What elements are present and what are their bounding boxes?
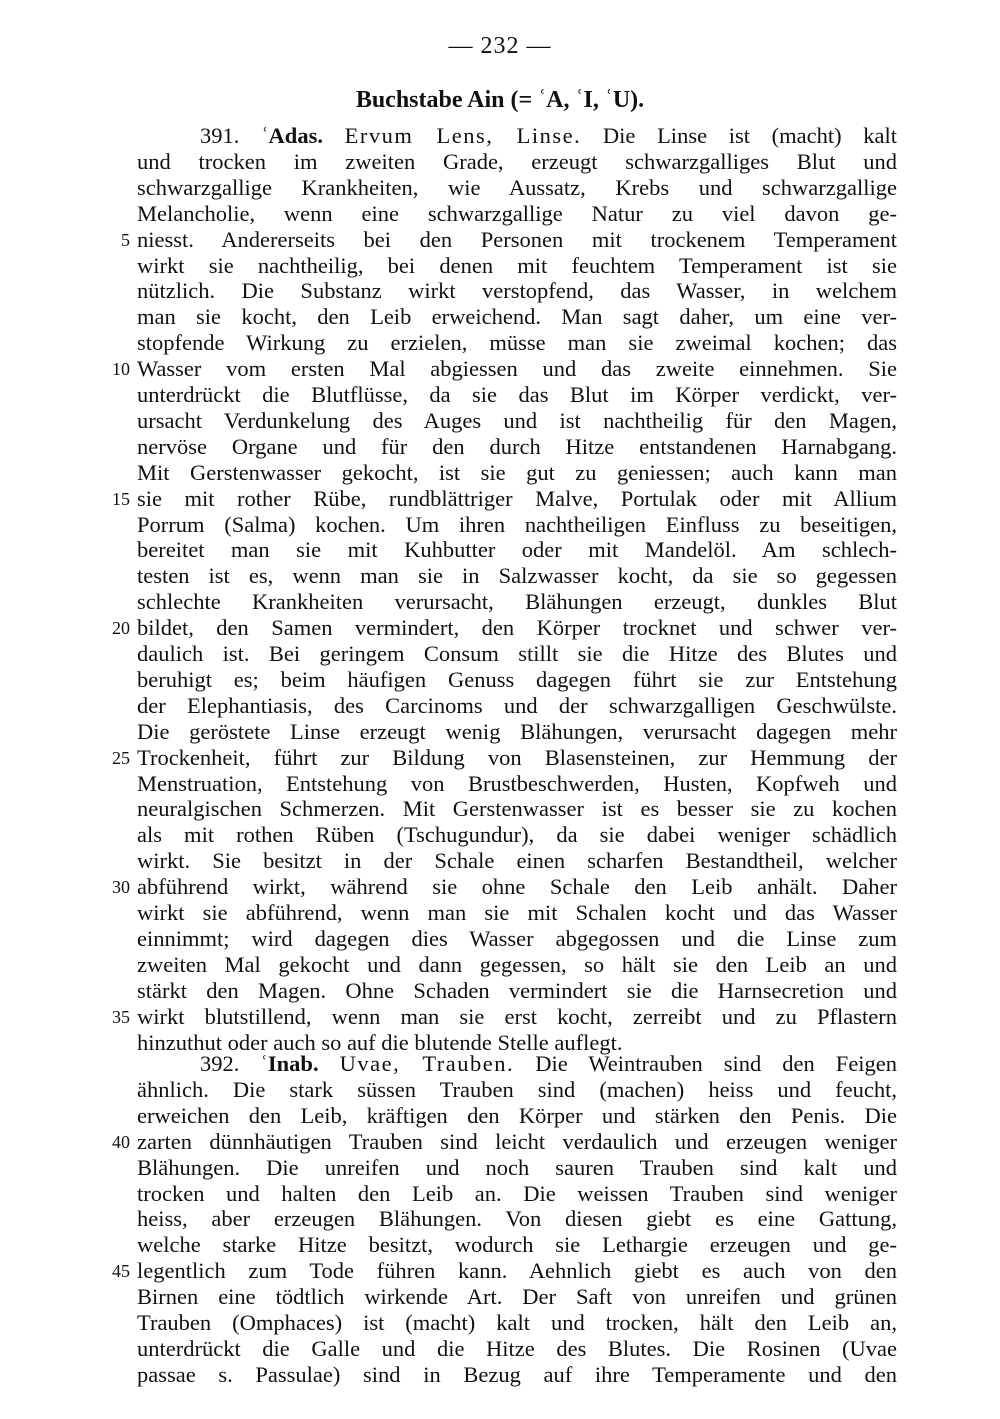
- line-number: 30: [112, 877, 130, 898]
- text-line: passae s. Passulae) sind in Bezug auf ihre Temperamente und den: [137, 1361, 897, 1387]
- text-line: sie mit rother Rübe, rundblättriger Malve, Portulak oder mit Allium: [137, 485, 897, 511]
- text-line: der Elephantiasis, des Carcinoms und der schwarzgalligen Geschwülste.: [137, 692, 897, 718]
- text-line: Mit Gerstenwasser gekocht, ist sie gut zu geniessen; auch kann man: [137, 459, 897, 485]
- text-line: Wasser vom ersten Mal abgiessen und das zweite einnehmen. Sie: [137, 356, 897, 382]
- text-line: schwarzgallige Krankheiten, wie Aussatz, Krebs und schwarzgallige: [137, 174, 897, 200]
- text-line: hinzuthut oder auch so auf die blutende Stelle auflegt.: [137, 1029, 623, 1055]
- text-line: Birnen eine tödtlich wirkende Art. Der Saft von unreifen und grünen: [137, 1284, 897, 1310]
- text-line: trocken und halten den Leib an. Die weissen Trauben sind weniger: [137, 1180, 897, 1206]
- text-line: zweiten Mal gekocht und dann gegessen, so hält sie den Leib an und: [137, 951, 897, 977]
- line-number: 45: [112, 1261, 130, 1282]
- line-number: 10: [112, 359, 130, 380]
- entry-headword: ʿInab.: [260, 1051, 319, 1076]
- text-line: niesst. Andererseits bei den Personen mit trockenem Temperament: [137, 226, 897, 252]
- page-number: — 232 —: [448, 33, 552, 59]
- text-line: Die geröstete Linse erzeugt wenig Blähungen, verursacht dagegen mehr: [137, 718, 897, 744]
- text-line: ähnlich. Die stark süssen Trauben sind (machen) heiss und feucht,: [137, 1076, 897, 1102]
- section-heading: Buchstabe Ain (= ʿA, ʿI, ʿU).: [355, 87, 645, 113]
- text-line: Blähungen. Die unreifen und noch sauren Trauben sind kalt und: [137, 1154, 897, 1180]
- text-line: erweichen den Leib, kräftigen den Körper und stärken den Penis. Die: [137, 1102, 897, 1128]
- text-line: und trocken im zweiten Grade, erzeugt schwarzgalliges Blut und: [137, 148, 897, 174]
- text-line: wirkt sie abführend, wenn man sie mit Schalen kocht und das Wasser: [137, 900, 897, 925]
- text-line: Porrum (Salma) kochen. Um ihren nachtheiligen Einfluss zu beseitigen,: [137, 511, 897, 537]
- line-number: 35: [112, 1006, 130, 1027]
- text-line: einnimmt; wird dagegen dies Wasser abgegossen und die Linse zum: [137, 925, 897, 951]
- text-line: Trauben (Omphaces) ist (macht) kalt und trocken, hält den Leib an,: [137, 1310, 897, 1335]
- text-line: Trockenheit, führt zur Bildung von Blasensteinen, zur Hemmung der: [137, 744, 897, 770]
- entry-text: Die Linse ist (macht) kalt: [602, 123, 898, 148]
- entry-number: 392.: [200, 1051, 240, 1076]
- text-line: testen ist es, wenn man sie in Salzwasser kocht, da sie so gegessen: [137, 563, 897, 589]
- text-line: wirkt blutstillend, wenn man sie erst kocht, zerreibt und zu Pflastern: [137, 1003, 897, 1029]
- line-number: 25: [112, 747, 130, 768]
- text-line: nützlich. Die Substanz wirkt verstopfend, das Wasser, in welchem: [137, 278, 897, 304]
- line-number: 5: [121, 229, 130, 250]
- text-line: stopfende Wirkung zu erzielen, müsse man sie zweimal kochen; das: [137, 330, 897, 356]
- text-line: legentlich zum Tode führen kann. Aehnlich giebt es auch von den: [137, 1258, 897, 1284]
- entry-latin-name: Ervum Lens, Linse.: [344, 123, 582, 148]
- text-line: man sie kocht, den Leib erweichend. Man sagt daher, um eine ver-: [137, 304, 897, 330]
- text-line: bereitet man sie mit Kuhbutter oder mit Mandelöl. Am schlech-: [137, 537, 897, 563]
- line-number: 15: [112, 488, 130, 509]
- text-line: heiss, aber erzeugen Blähungen. Von diesen giebt es eine Gattung,: [137, 1206, 897, 1232]
- text-line: unterdrückt die Blutflüsse, da sie das Blut im Körper verdickt, ver-: [137, 382, 897, 407]
- text-line: nervöse Organe und für den durch Hitze entstandenen Harnabgang.: [137, 433, 897, 459]
- text-line: neuralgischen Schmerzen. Mit Gerstenwasser ist es besser sie zu kochen: [137, 796, 897, 822]
- text-line: bildet, den Samen vermindert, den Körper trocknet und schwer ver-: [137, 615, 897, 641]
- entry-first-line: [200, 1050, 897, 1078]
- text-line: als mit rothen Rüben (Tschugundur), da sie dabei weniger schädlich: [137, 822, 897, 848]
- entry-headword: ʿAdas.: [261, 123, 323, 148]
- entry-text: Die Weintrauben sind den Feigen: [535, 1051, 898, 1076]
- text-line: stärkt den Magen. Ohne Schaden vermindert sie die Harnsecretion und: [137, 977, 897, 1003]
- text-line: ursacht Verdunkelung des Auges und ist nachtheilig für den Magen,: [137, 407, 897, 433]
- text-line: wirkt. Sie besitzt in der Schale einen scharfen Bestandtheil, welcher: [137, 848, 897, 874]
- text-line: unterdrückt die Galle und die Hitze des Blutes. Die Rosinen (Uvae: [137, 1335, 897, 1361]
- entry-latin-name: Uvae, Trauben.: [339, 1051, 515, 1076]
- text-line: beruhigt es; beim häufigen Genuss dagegen führt sie zur Entstehung: [137, 666, 897, 692]
- text-line: Menstruation, Entstehung von Brustbeschwerden, Husten, Kopfweh und: [137, 770, 897, 796]
- line-number: 40: [112, 1131, 130, 1152]
- text-line: schlechte Krankheiten verursacht, Blähungen erzeugt, dunkles Blut: [137, 589, 897, 615]
- text-line: wirkt sie nachtheilig, bei denen mit feuchtem Temperament ist sie: [137, 252, 897, 278]
- text-line: zarten dünnhäutigen Trauben sind leicht verdaulich und erzeugen weniger: [137, 1128, 897, 1154]
- text-line: abführend wirkt, während sie ohne Schale den Leib anhält. Daher: [137, 874, 897, 900]
- entry-number: 391.: [200, 123, 240, 148]
- entry-first-line: [200, 122, 897, 150]
- line-number: 20: [112, 618, 130, 639]
- text-line: welche starke Hitze besitzt, wodurch sie Lethargie erzeugen und ge-: [137, 1232, 897, 1258]
- text-line: Melancholie, wenn eine schwarzgallige Natur zu viel davon ge-: [137, 200, 897, 226]
- text-line: daulich ist. Bei geringem Consum stillt sie die Hitze des Blutes und: [137, 641, 897, 666]
